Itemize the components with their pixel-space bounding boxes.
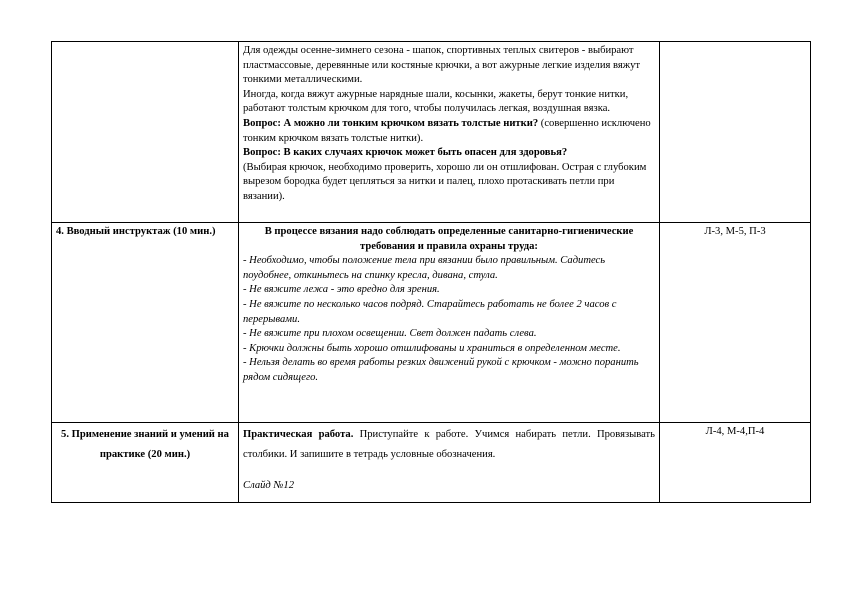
section-heading: В процессе вязания надо соблюдать определенные санитарно-гигиенические требования и правила охраны труда: <box>264 226 634 252</box>
rule-item: - Необходимо, чтобы положение тела при вязании было правильным. Садитесь поудобнее, откиньтесь на спинку кресла, дивана, стула. <box>243 255 606 281</box>
slide-reference: Слайд №12 <box>243 480 294 491</box>
question-text: Вопрос: А можно ли тонким крючком вязать толстые нитки? <box>243 117 539 129</box>
paragraph: Для одежды осенне-зимнего сезона - шапок, спортивных теплых свитеров - выбирают пластмассовые, деревянные или костяные крючки, а вот ажурные легкие изделия вяжут тонкими металлическими. <box>243 45 640 86</box>
codes-cell <box>660 223 811 423</box>
stage-label: 4. Вводный инструктаж (10 мин.) <box>56 226 216 237</box>
codes-cell <box>660 42 811 223</box>
practice-text: Приступайте к работе. Учимся набирать петли. Провязывать столбики. И запишите в тетрадь условные обозначения. <box>243 429 655 460</box>
codes-cell <box>660 423 811 503</box>
codes-label: Л-3, М-5, П-3 <box>704 226 766 237</box>
lesson-plan-table <box>51 41 811 503</box>
practice-paragraph <box>243 425 655 465</box>
rule-item: - Не вяжите лежа - это вредно для зрения. <box>243 284 440 296</box>
content-cell <box>239 42 660 223</box>
table-row <box>52 223 811 423</box>
content-cell <box>239 223 660 423</box>
table-row <box>52 423 811 503</box>
table-row <box>52 42 811 223</box>
codes-label: Л-4, М-4,П-4 <box>705 426 765 437</box>
rule-item: - Нельзя делать во время работы резких движений рукой с крючком - можно поранить рядом сидящего. <box>243 357 639 383</box>
paragraph: Иногда, когда вяжут ажурные нарядные шали, косынки, жакеты, берут тонкие нитки, работают толстым крючком для того, чтобы получилась легкая, воздушная вязка. <box>243 88 629 115</box>
question-paragraph <box>243 117 655 146</box>
stage-cell <box>52 423 239 503</box>
practice-title: Практическая работа. <box>243 429 354 440</box>
rule-item: - Крючки должны быть хорошо отшлифованы и храниться в определенном месте. <box>243 342 621 354</box>
answer-text: (совершенно исключено тонким крючком вязать толстые нитки). <box>243 117 651 144</box>
answer-text: (Выбирая крючок, необходимо проверить, хорошо ли он отшлифован. Острая с глубоким вырезом бородка будет цепляться за нитки и палец, плохо протаскивать петли при вязании). <box>243 161 647 202</box>
rule-item: - Не вяжите при плохом освещении. Свет должен падать слева. <box>243 328 537 340</box>
content-cell <box>239 423 660 503</box>
stage-cell <box>52 223 239 423</box>
stage-label: 5. Применение знаний и умений на практике (20 мин.) <box>61 429 229 460</box>
question-text: Вопрос: В каких случаях крючок может быть опасен для здоровья? <box>243 147 568 159</box>
stage-cell <box>52 42 239 223</box>
rule-item: - Не вяжите по несколько часов подряд. Старайтесь работать не более 2 часов с перерывами. <box>243 298 617 325</box>
